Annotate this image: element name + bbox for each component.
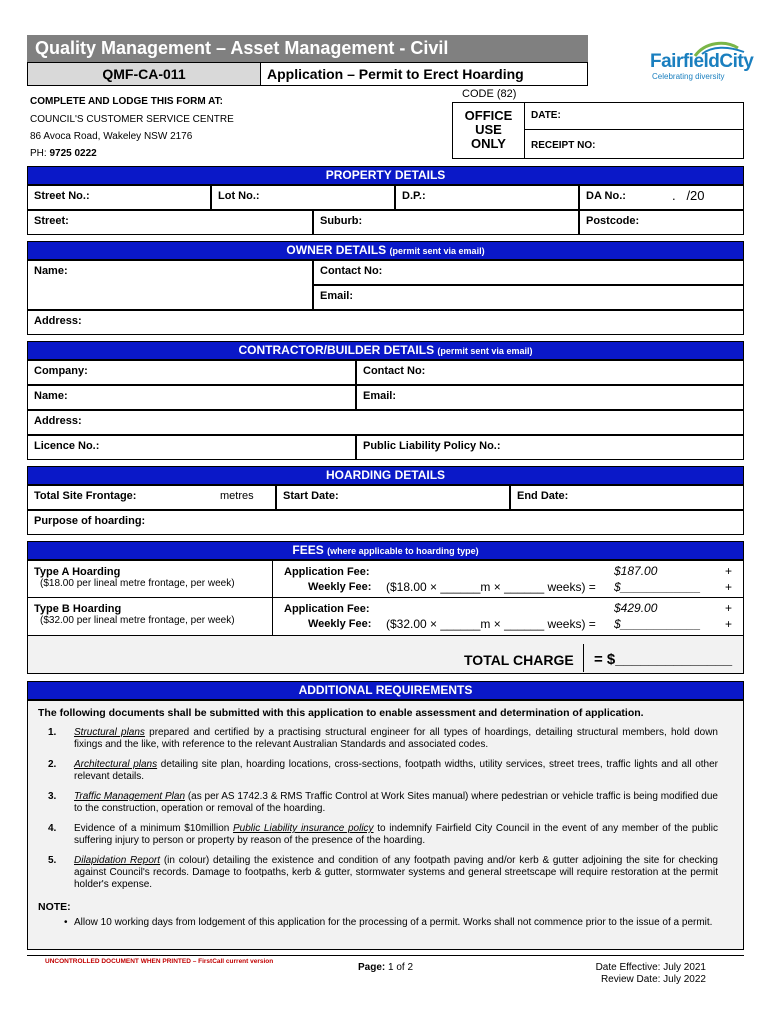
type-a-app-label: Application Fee:: [284, 566, 370, 578]
contractor-address-field[interactable]: Address:: [27, 410, 744, 435]
item-text: prepared and certified by a practising structural engineer for all types of hoardings, detailing structural members, hold down fixings and the like, with reference to the relevant Australian Standards and associated codes.: [74, 727, 718, 750]
owner-contact-field[interactable]: Contact No:: [313, 260, 744, 285]
property-heading: PROPERTY DETAILS: [27, 166, 744, 185]
owner-email-field[interactable]: Email:: [313, 285, 744, 310]
fee-row-type-a: [27, 560, 744, 598]
logo-name: FairfieldCity: [650, 51, 754, 72]
type-b-plus-2: +: [725, 617, 733, 631]
owner-heading: [27, 241, 744, 260]
requirements-intro: The following documents shall be submitted with this application to enable assessment and determination of application.: [38, 707, 644, 719]
item-link: Public Liability insurance policy: [233, 823, 374, 834]
owner-address-field[interactable]: Address:: [27, 310, 744, 335]
type-b-weekly-amount[interactable]: $____________: [614, 617, 701, 631]
item-text: (as per AS 1742.3 & RMS Traffic Control at Work Sites manual) where pedestrian or vehicle traffic is being modified due to the construction, operation or removal of the hoarding.: [74, 791, 718, 814]
company-field[interactable]: Company:: [27, 360, 356, 385]
dp-field[interactable]: D.P.:: [395, 185, 579, 210]
office-line3: ONLY: [471, 136, 506, 151]
policy-field[interactable]: Public Liability Policy No.:: [356, 435, 744, 460]
item-link: Architectural plans: [74, 759, 158, 770]
type-a-plus-1: +: [725, 564, 733, 578]
office-line2: USE: [475, 122, 502, 137]
da-suffix: . /20: [672, 188, 705, 203]
item-number: 4.: [48, 823, 57, 834]
office-date-field[interactable]: DATE:: [525, 103, 743, 130]
contractor-email-field[interactable]: Email:: [356, 385, 744, 410]
review-date: Review Date: July 2022: [600, 974, 706, 985]
item-pre: Evidence of a minimum $10million: [74, 823, 234, 834]
item-link: Traffic Management Plan: [74, 791, 186, 802]
fee-row-type-b: [27, 598, 744, 636]
requirement-item: [48, 791, 718, 815]
metres-unit: metres: [220, 490, 254, 502]
office-use-label: [453, 103, 525, 158]
office-line1: OFFICE: [464, 108, 513, 123]
footer-divider: [27, 955, 744, 956]
item-text: (in colour) detailing the existence and condition of any footpath paving and/or kerb & gutter adjoining the site for checking against Council's records. Damage to footpaths, kerb & gutter, stormwater systems and general streetscape will require restoration at the permit holder's expense.: [74, 855, 718, 890]
licence-field[interactable]: Licence No.:: [27, 435, 356, 460]
type-a-weekly-amount[interactable]: $____________: [614, 580, 701, 594]
phone-number: 9725 0222: [49, 148, 97, 159]
start-date-field[interactable]: Start Date:: [276, 485, 510, 510]
street-no-field[interactable]: Street No.:: [27, 185, 211, 210]
office-receipt-field[interactable]: RECEIPT NO:: [531, 140, 596, 151]
requirements-heading: ADDITIONAL REQUIREMENTS: [27, 681, 744, 700]
type-a-app-amount: $187.00: [614, 564, 658, 578]
hoarding-heading: HOARDING DETAILS: [27, 466, 744, 485]
requirement-item: [48, 823, 718, 847]
type-b-weekly-calc[interactable]: ($32.00 × ______m × ______ weeks) =: [386, 617, 596, 631]
type-b-label: Type B Hoarding: [34, 603, 122, 615]
form-code: QMF-CA-011: [27, 62, 261, 86]
frontage-field[interactable]: [27, 485, 276, 510]
type-b-weekly-label: Weekly Fee:: [308, 618, 372, 630]
owner-heading-text: OWNER DETAILS: [286, 243, 387, 257]
fees-heading: [27, 541, 744, 560]
note-text: Allow 10 working days from lodgement of this application for the processing of a permit. Works shall not commence prior to the issue of a permit.: [74, 917, 713, 928]
item-number: 3.: [48, 791, 57, 802]
item-number: 5.: [48, 855, 57, 866]
fees-heading-sub: (where applicable to hoarding type): [327, 546, 479, 556]
type-b-app-amount: $429.00: [614, 601, 658, 615]
contractor-name-field[interactable]: Name:: [27, 385, 356, 410]
requirements-box: [27, 700, 744, 950]
item-link: Dilapidation Report: [74, 855, 161, 866]
owner-name-field[interactable]: Name:: [27, 260, 313, 310]
item-number: 2.: [48, 759, 57, 770]
lot-no-field[interactable]: Lot No.:: [211, 185, 395, 210]
street-field[interactable]: Street:: [27, 210, 313, 235]
fees-heading-text: FEES: [292, 543, 324, 557]
item-text: detailing site plan, hoarding locations, cross-sections, footpath widths, utility services, street trees, traffic lights and all other relevant details.: [74, 759, 718, 782]
code-label: CODE (82): [462, 88, 517, 100]
purpose-field[interactable]: Purpose of hoarding:: [27, 510, 744, 535]
requirement-item: [48, 759, 718, 783]
type-a-weekly-calc[interactable]: ($18.00 × ______m × ______ weeks) =: [386, 580, 596, 594]
type-b-plus-1: +: [725, 601, 733, 615]
lodge-heading: COMPLETE AND LODGE THIS FORM AT:: [30, 96, 223, 107]
application-title: Application – Permit to Erect Hoarding: [261, 62, 588, 86]
uncontrolled-notice: UNCONTROLLED DOCUMENT WHEN PRINTED – FirstCall current version: [45, 958, 274, 965]
owner-heading-sub: (permit sent via email): [389, 246, 485, 256]
requirement-item: [48, 727, 718, 751]
contractor-contact-field[interactable]: Contact No:: [356, 360, 744, 385]
form-title: Quality Management – Asset Management - Civil: [27, 35, 588, 62]
page-number: [358, 962, 413, 973]
phone-label: PH:: [30, 148, 47, 159]
note-label: NOTE:: [38, 901, 71, 913]
type-a-rate: ($18.00 per lineal metre frontage, per week): [40, 578, 235, 589]
total-value[interactable]: = $______________: [594, 651, 733, 668]
lodge-line2: 86 Avoca Road, Wakeley NSW 2176: [30, 131, 193, 142]
type-a-plus-2: +: [725, 580, 733, 594]
bullet-icon: •: [64, 917, 68, 928]
type-b-rate: ($32.00 per lineal metre frontage, per week): [40, 615, 235, 626]
type-b-app-label: Application Fee:: [284, 603, 370, 615]
logo-tagline: Celebrating diversity: [652, 72, 725, 81]
office-use-box: [452, 102, 744, 159]
item-number: 1.: [48, 727, 57, 738]
type-a-weekly-label: Weekly Fee:: [308, 581, 372, 593]
contractor-heading: [27, 341, 744, 360]
contractor-heading-sub: (permit sent via email): [437, 346, 533, 356]
contractor-heading-text: CONTRACTOR/BUILDER DETAILS: [238, 343, 435, 357]
date-effective: Date Effective: July 2021: [595, 962, 706, 973]
da-no-field[interactable]: [579, 185, 744, 210]
lodge-phone: [30, 148, 97, 159]
da-no-label: DA No.:: [586, 190, 626, 202]
type-a-label: Type A Hoarding: [34, 566, 121, 578]
total-row: [27, 636, 744, 674]
page-value: 1 of 2: [388, 962, 414, 973]
suburb-field[interactable]: Suburb:: [313, 210, 579, 235]
page-label: Page:: [358, 962, 386, 973]
end-date-field[interactable]: End Date:: [510, 485, 744, 510]
item-text: to indemnify Fairfield City Council in the event of any member of the public suffering injury to person or property by reason of the presence of the hoarding.: [74, 823, 718, 846]
frontage-label: Total Site Frontage:: [34, 490, 137, 502]
lodge-line1: COUNCIL'S CUSTOMER SERVICE CENTRE: [30, 114, 234, 125]
fairfield-logo: [640, 38, 754, 83]
requirement-item: [48, 855, 718, 891]
item-link: Structural plans: [74, 727, 145, 738]
total-label: TOTAL CHARGE: [464, 652, 574, 668]
postcode-field[interactable]: Postcode:: [579, 210, 744, 235]
